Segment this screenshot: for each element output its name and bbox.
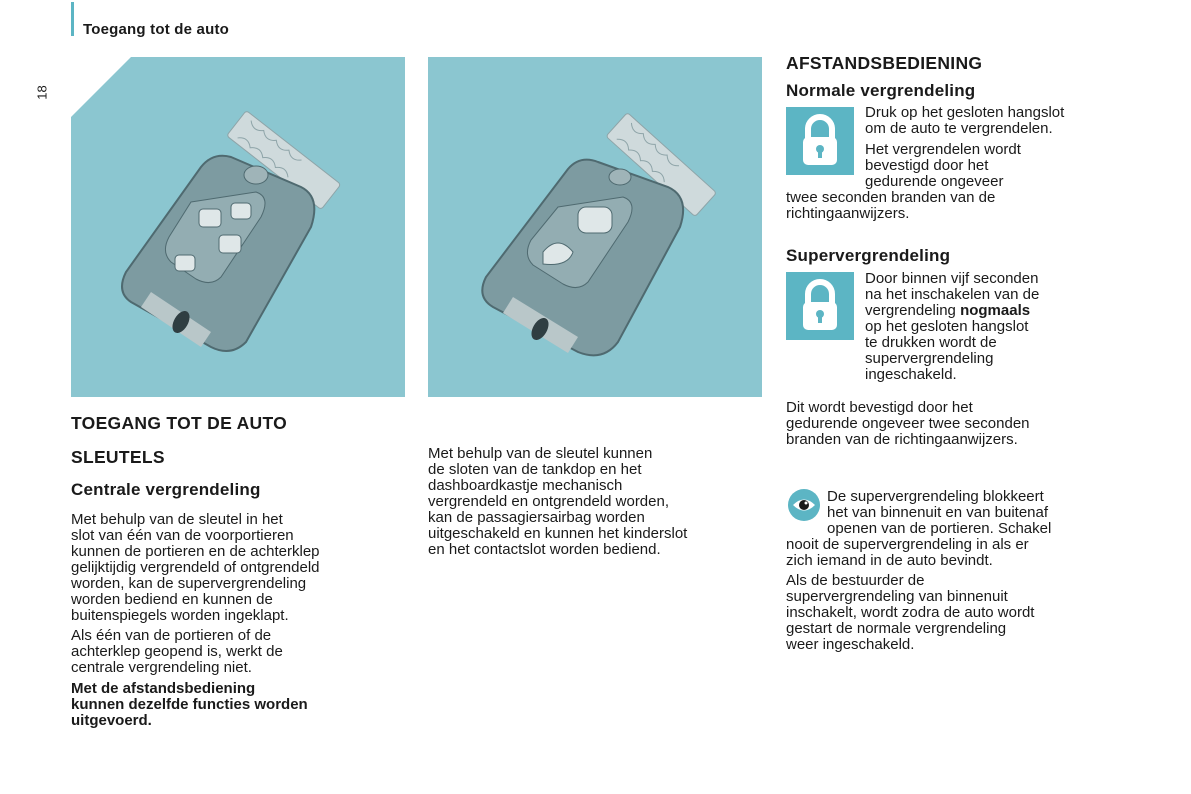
deadlocking-confirmation: Dit wordt bevestigd door het gedurende ongeveer twee seconden branden van de richtingaanwijzers. <box>786 399 1030 448</box>
remote-functions-note: Met de afstandsbediening kunnen dezelfde functies worden uitgevoerd. <box>71 680 308 729</box>
normal-locking-instruction: Druk op het gesloten hangslot om de auto te vergrendelen. <box>865 104 1065 137</box>
warning-text-side: De supervergrendeling blokkeert het van binnenuit en van buitenaf openen van de portieren. Schakel <box>827 488 1052 537</box>
key-mechanical-paragraph: Met behulp van de sleutel kunnen de sloten van de tankdop en het dashboardkastje mechanisch vergrendeld en ontgrendeld worden, kan de passagiersairbag worden uitgeschakeld en kunnen het kinderslot en het contactslot worden bediend. <box>428 445 688 558</box>
section-title-keys: SLEUTELS <box>71 447 165 467</box>
key-two-buttons-illustration <box>428 57 762 397</box>
driver-deadlock-note: Als de bestuurder de supervergrendeling van binnenuit inschakelt, wordt zodra de auto wordt gestart de normale vergrendeling weer ingeschakeld. <box>786 572 1035 653</box>
normal-locking-confirm-full: twee seconden branden van de richtingaanwijzers. <box>786 189 996 222</box>
warning-text-full: nooit de supervergrendeling in als er zich iemand in de auto bevindt. <box>786 536 1029 569</box>
remote-title: AFSTANDSBEDIENING <box>786 53 983 73</box>
key-four-buttons-illustration <box>71 57 405 397</box>
padlock-closed-icon <box>786 272 854 340</box>
eye-icon <box>788 489 820 521</box>
subheading-central-locking: Centrale vergrendeling <box>71 480 261 499</box>
key-photo-four-buttons <box>71 57 405 397</box>
padlock-closed-icon <box>786 107 854 175</box>
subheading-deadlocking: Supervergrendeling <box>786 246 951 265</box>
tab-marker <box>71 2 74 36</box>
subheading-normal-locking: Normale vergrendeling <box>786 81 976 100</box>
page-title: TOEGANG TOT DE AUTO <box>71 413 288 433</box>
section-header: Toegang tot de auto <box>83 21 230 38</box>
key-photo-two-buttons <box>428 57 762 397</box>
normal-locking-confirm-side: Het vergrendelen wordt bevestigd door het gedurende ongeveer <box>865 141 1021 190</box>
open-door-paragraph: Als één van de portieren of de achterklep geopend is, werkt de centrale vergrendeling niet. <box>71 627 283 676</box>
central-locking-paragraph: Met behulp van de sleutel in het slot van één van de voorportieren kunnen de portieren en de achterklep gelijktijdig vergrendeld of ontgrendeld worden, kan de supervergrendeling worden bediend en kunnen de buitenspiegels worden ingeklapt. <box>71 511 320 624</box>
deadlocking-instruction: Door binnen vijf seconden na het inschakelen van de vergrendeling nogmaals op het gesloten hangslot te drukken wordt de supervergrendeling ingeschakeld. <box>865 270 1040 383</box>
page-number: 18 <box>34 85 50 100</box>
